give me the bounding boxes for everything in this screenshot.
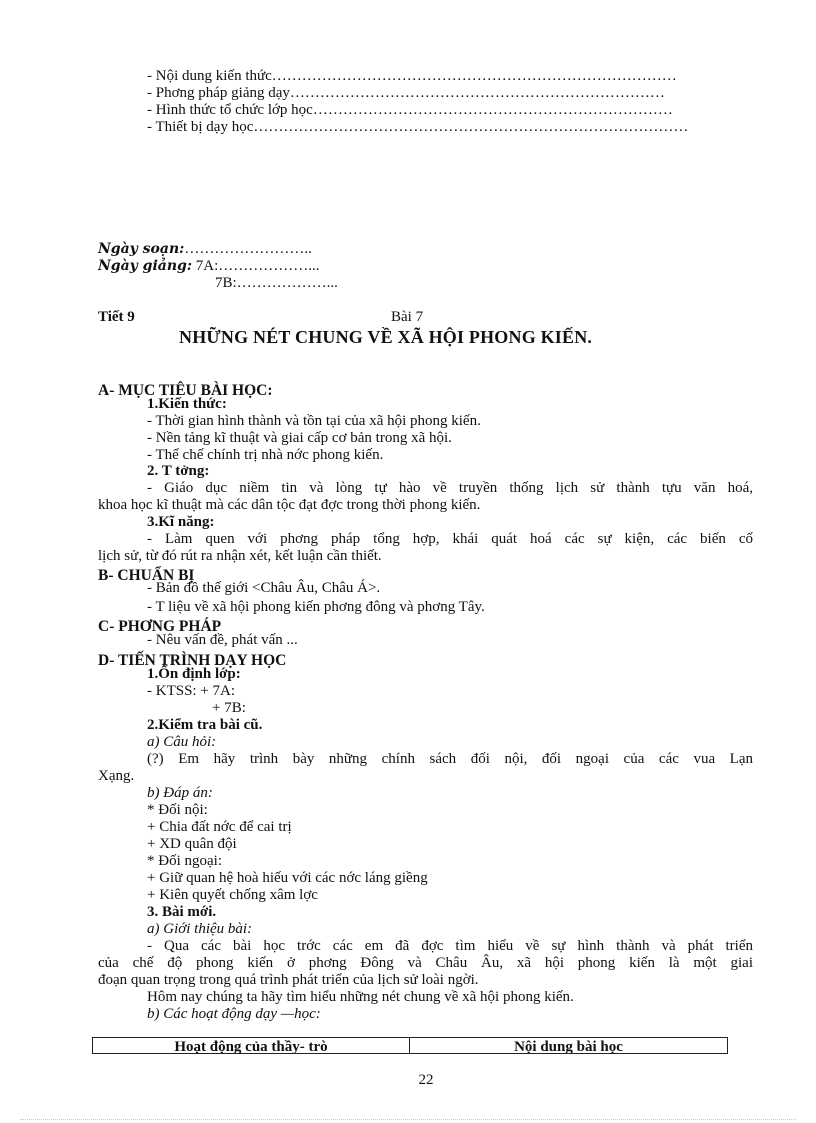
review-heading: 2.Kiểm tra bài cũ.: [147, 717, 263, 733]
page-bottom-divider: [20, 1119, 796, 1120]
class-order-heading: 1.Ổn định lớp:: [147, 666, 241, 682]
skills-text-1: - Làm quen với phơng pháp tổng hợp, khái quát hoá các sự kiện, các biến cố: [147, 531, 753, 547]
top-list-item: - Phơng pháp giảng dạy…………………………………………………………………: [147, 85, 665, 101]
new-lesson-heading: 3. Bài mới.: [147, 904, 217, 920]
page-title: NHỮNG NÉT CHUNG VỀ XÃ HỘI PHONG KIẾN.: [179, 327, 593, 347]
attendance-7a: - KTSS: + 7A:: [147, 683, 236, 699]
attendance-7b: + 7B:: [212, 700, 246, 716]
top-list-item: - Nội dung kiến thức………………………………………………………………………: [147, 68, 677, 84]
attitude-heading: 2. T tởng:: [147, 463, 210, 479]
skills-text-2: lịch sử, từ đó rút ra nhận xét, kết luận cần thiết.: [98, 548, 382, 564]
lesson-number: Bài 7: [391, 309, 424, 325]
date-taught-7a: 7A:………………...: [195, 258, 320, 274]
question-text-2: Xạng.: [98, 768, 135, 784]
activities-label: b) Các hoạt động dạy —học:: [147, 1006, 321, 1022]
intro-text-2: của chế độ phong kiến ở phơng Đông và Châu Âu, xã hội phong kiến là một giai: [98, 955, 753, 971]
answer-item: * Đối nội:: [147, 802, 208, 818]
date-prepared-value: ……………………..: [184, 241, 312, 257]
date-taught-label: Ngày giảng:: [98, 258, 192, 274]
answer-item: + Giữ quan hệ hoà hiếu với các nớc láng giềng: [147, 870, 428, 886]
table-header-lesson-content: Nội dung bài học: [514, 1039, 623, 1053]
answer-item: + Chia đất nớc để cai trị: [147, 819, 292, 835]
knowledge-item: - Nền tảng kĩ thuật và giai cấp cơ bản trong xã hội.: [147, 430, 452, 446]
date-prepared-row: [98, 241, 312, 258]
section-b-heading: B- CHUẨN BỊ: [98, 567, 195, 584]
page-number: 22: [418, 1072, 434, 1088]
top-list-item: - Thiết bị dạy học……………………………………………………………………………: [147, 119, 689, 135]
section-d-heading: D- TIẾN TRÌNH DẠY HỌC: [98, 652, 287, 669]
section-c-heading: C- PHƠNG PHÁP: [98, 618, 222, 635]
top-list-item: - Hình thức tổ chức lớp học………………………………………………………………: [147, 102, 673, 118]
attitude-text-1: - Giáo dục niềm tin và lòng tự hào về truyền thống lịch sử thành tựu văn hoá,: [147, 480, 753, 496]
answer-item: + Kiên quyết chống xâm lợc: [147, 887, 318, 903]
preparation-item: - Bản đồ thế giới <Châu Âu, Châu Á>.: [147, 580, 381, 596]
intro-text-1: - Qua các bài học trớc các em đã đợc tìm hiểu về sự hình thành và phát triển: [147, 938, 753, 954]
activities-table-header: [92, 1037, 728, 1054]
answer-label: b) Đáp án:: [147, 785, 213, 801]
method-item: - Nêu vấn đề, phát vấn ...: [147, 632, 298, 648]
question-label: a) Câu hỏi:: [147, 734, 217, 750]
intro-label: a) Giới thiệu bài:: [147, 921, 253, 937]
intro-text-3: đoạn quan trọng trong quá trình phát triển của lịch sử loài ngời.: [98, 972, 479, 988]
knowledge-item: - Thời gian hình thành và tồn tại của xã hội phong kiến.: [147, 413, 481, 429]
attitude-text-2: khoa học kĩ thuật mà các dân tộc đạt đợc trong thời phong kiến.: [98, 497, 481, 513]
date-taught-row: [98, 258, 319, 275]
lesson-period: Tiết 9: [98, 309, 135, 325]
skills-heading: 3.Kĩ năng:: [147, 514, 215, 530]
answer-item: + XD quân đội: [147, 836, 237, 852]
answer-item: * Đối ngoại:: [147, 853, 222, 869]
table-header-teacher-student: Hoạt động của thầy- trò: [93, 1038, 410, 1053]
question-text-1: (?) Em hãy trình bày những chính sách đối nội, đối ngoại của các vua Lạn: [147, 751, 753, 767]
knowledge-item: - Thể chế chính trị nhà nớc phong kiến.: [147, 447, 384, 463]
knowledge-heading: 1.Kiến thức:: [147, 396, 227, 412]
section-a-heading: A- MỤC TIÊU BÀI HỌC:: [98, 382, 273, 399]
preparation-item: - T liệu về xã hội phong kiến phơng đông và phơng Tây.: [147, 599, 485, 615]
date-prepared-label: Ngày soạn:: [98, 241, 185, 257]
intro-text-4: Hôm nay chúng ta hãy tìm hiểu những nét chung về xã hội phong kiến.: [147, 989, 574, 1005]
date-taught-7b: 7B:………………...: [215, 275, 338, 291]
